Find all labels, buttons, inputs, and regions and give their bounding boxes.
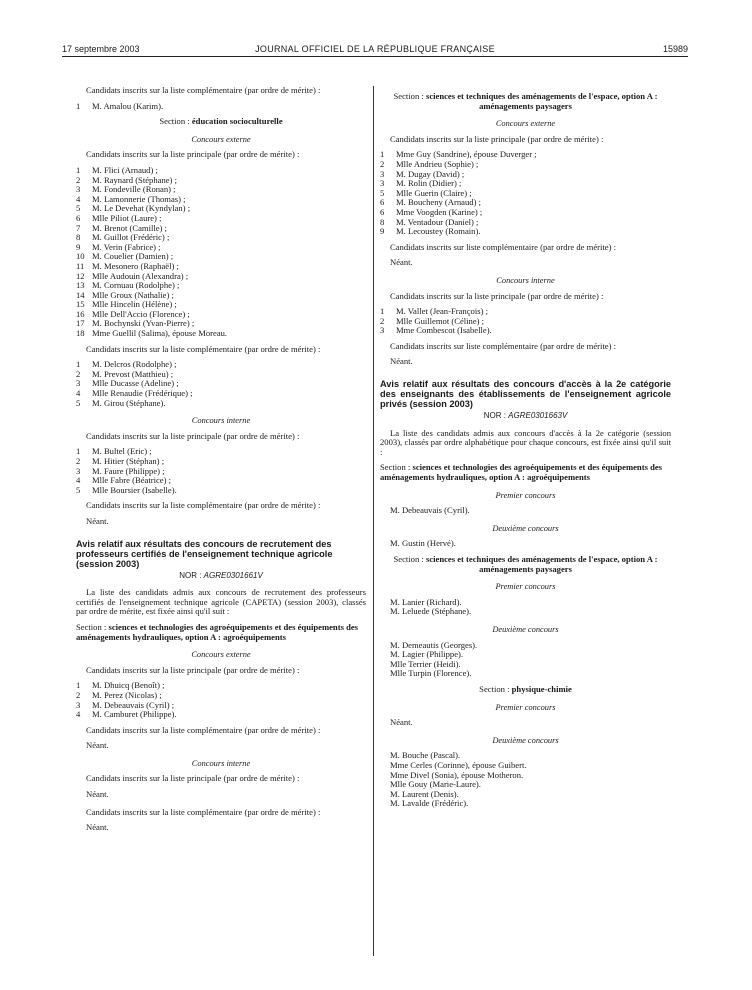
candidate-name: M. Verin (Fabrice) ; (92, 241, 161, 252)
candidate-name: Mme Guellil (Salima), épouse Moreau. (92, 328, 228, 339)
list-item (380, 326, 671, 336)
list-item (76, 102, 366, 112)
rank-number: 2 (76, 368, 81, 379)
rank-number: 3 (76, 184, 81, 195)
neant-text: Néant. (86, 515, 109, 526)
rank-number: 10 (76, 251, 85, 262)
neant-text-agro: Néant. (86, 740, 109, 751)
rank-number: 2 (76, 689, 81, 700)
rank-number: 11 (76, 260, 85, 271)
complementaire-label-pay-int: Candidats inscrits sur liste complémentaire (par ordre de mérite) : (390, 340, 616, 351)
neant-text-phys: Néant. (390, 717, 413, 728)
rank-number: 1 (380, 306, 385, 317)
pay-premier-list (380, 598, 671, 617)
concours-interne-heading: Concours interne (191, 416, 251, 426)
nor-reference: NOR : AGRE0301661V (179, 570, 263, 580)
rank-number: 4 (76, 388, 81, 399)
candidate-name: M. Cornuau (Rodolphe) ; (92, 280, 180, 291)
candidate-name: Mlle Gouy (Marie-Laure). (390, 779, 481, 790)
candidate-name: M. Faure (Philippe) ; (92, 465, 165, 476)
candidate-name: M. Lanier (Richard). (390, 596, 462, 607)
phys-deuxieme-list (380, 751, 671, 809)
candidate-name: Mlle Terrier (Heidi). (390, 658, 461, 669)
concours-externe-heading: Concours externe (191, 134, 251, 144)
candidate-name: Mme Cerles (Corinne), épouse Guibert. (390, 759, 527, 770)
candidate-name: Mlle Piliot (Laure) ; (92, 212, 162, 223)
rank-number: 17 (76, 318, 85, 329)
rank-number: 2 (380, 315, 385, 326)
rank-number: 2 (380, 158, 385, 169)
candidate-name: Mlle Ducasse (Adeline) ; (92, 378, 179, 389)
neant-text-agro-int: Néant. (86, 789, 109, 800)
pay-ext-principale-list (380, 150, 671, 236)
deuxieme-concours-heading-agro: Deuxième concours (492, 523, 559, 533)
candidate-name: M. Debeauvais (Cyril) ; (92, 699, 175, 710)
candidate-name: Mlle Dell'Accio (Florence) ; (92, 308, 190, 319)
concours-interne-heading-pay: Concours interne (496, 275, 555, 285)
candidate-name: Mlle Guillemot (Céline) ; (396, 315, 485, 326)
complementaire-label: Candidats inscrits sur la liste complémentaire (par ordre de mérite) : (86, 343, 321, 354)
candidate-name: M. Lamonnerie (Thomas) ; (92, 193, 186, 204)
rank-number: 13 (76, 280, 85, 291)
rank-number: 4 (76, 475, 81, 486)
rank-number: 1 (76, 359, 81, 370)
avis-body-capeta: La liste des candidats admis aux concours de recrutement des professeurs certifiés de l'enseignement technique agricole (CAPETA) (session 2003), classés par ordre de mérite, est fixée ainsi qu'il suit : (76, 587, 366, 617)
agro-ext-principale-list (76, 681, 366, 719)
candidate-name: M. Brenot (Camille) ; (92, 222, 167, 233)
candidate-name: Mlle Renaudie (Frédérique) ; (92, 388, 193, 399)
section-heading-physique: Section : physique-chimie (479, 683, 572, 694)
premier-concours-heading-phys: Premier concours (495, 702, 556, 712)
rank-number: 6 (76, 212, 81, 223)
candidate-name: M. Flici (Arnaud) ; (92, 164, 158, 175)
candidate-name: Mlle Groux (Nathalie) ; (92, 289, 174, 300)
candidate-name: M. Debeauvais (Cyril). (390, 505, 470, 516)
candidate-name: Mme Guy (Sandrine), épouse Duverger ; (396, 149, 537, 160)
candidate-name: M. Raynard (Stéphane) ; (92, 174, 177, 185)
candidate-name: M. Guillot (Frédéric) ; (92, 232, 170, 243)
principale-label-agro: Candidats inscrits sur la liste principale (par ordre de mérite) : (86, 664, 300, 675)
rank-number: 6 (380, 206, 385, 217)
agro-deuxieme-list (380, 539, 671, 549)
list-item (76, 710, 366, 720)
neant-text-pay: Néant. (390, 257, 413, 268)
section-heading-agro: Section : sciences et technologies des agroéquipements et des équipements des aménagements hydrauliques, option A : agroéquipements (76, 621, 359, 642)
right-column (380, 86, 671, 815)
candidate-name: M. Vallet (Jean-François) ; (396, 306, 488, 317)
pay-deuxieme-list (380, 641, 671, 679)
rank-number: 18 (76, 328, 85, 339)
concours-interne-heading-agro: Concours interne (191, 758, 251, 768)
section-heading-socio: Section : éducation socioculturelle (159, 116, 283, 127)
candidate-name: M. Ventadour (Daniel) ; (396, 216, 479, 227)
candidate-name: Mlle Andrieu (Sophie) ; (396, 158, 479, 169)
column-divider (373, 86, 374, 956)
candidate-name: M. Bouche (Pascal). (390, 750, 461, 761)
complementaire-label-pay: Candidats inscrits sur liste complémentaire (par ordre de mérite) : (390, 241, 616, 252)
candidate-name: M. Camburet (Philippe). (92, 709, 177, 720)
candidate-name: M. Lavalde (Frédéric). (390, 798, 469, 809)
header-page-number: 15989 (662, 44, 688, 54)
rank-number: 3 (380, 168, 385, 179)
principale-label-int: Candidats inscrits sur la liste principale (par ordre de mérite) : (86, 430, 300, 441)
candidate-name: M. Dhuicq (Benoît) ; (92, 680, 165, 691)
rank-number: 15 (76, 299, 85, 310)
concours-externe-heading-agro: Concours externe (191, 650, 251, 660)
premier-concours-heading-agro: Premier concours (495, 490, 556, 500)
list-item (76, 329, 366, 339)
rank-number: 1 (76, 164, 81, 175)
neant-text-agro-int2: Néant. (86, 822, 109, 833)
section-heading-paysage-prives: Section : sciences et techniques des aménagements de l'espace, option A : aménagements paysagers (393, 554, 658, 574)
candidate-name: Mlle Guerin (Claire) ; (396, 187, 472, 198)
socio-ext-principale-list (76, 166, 366, 339)
candidate-name: M. Fondeville (Ronan) ; (92, 184, 176, 195)
rank-number: 7 (76, 222, 81, 233)
rank-number: 16 (76, 308, 85, 319)
candidate-name: M. Prevost (Matthieu) ; (92, 368, 174, 379)
candidate-name: Mme Voogden (Karine) ; (396, 206, 483, 217)
candidate-name: M. Demeautis (Georges). (390, 639, 478, 650)
candidate-name: M. Le Devehat (Kyndylan) ; (92, 203, 191, 214)
compl-intro: Candidats inscrits sur la liste complémentaire (par ordre de mérite) : (86, 85, 321, 95)
rank-number: 9 (76, 241, 81, 252)
candidate-name: M. Leluede (Stéphane). (390, 606, 472, 617)
agro-premier-list (380, 506, 671, 516)
socio-ext-compl-list (76, 360, 366, 408)
complementaire-label-agro-int: Candidats inscrits sur la liste complémentaire (par ordre de mérite) : (86, 806, 321, 817)
candidate-name: M. Laurent (Denis). (390, 788, 459, 799)
principale-label-pay-int: Candidats inscrits sur la liste principale (par ordre de mérite) : (390, 290, 604, 301)
candidate-name: M. Lecoustey (Romain). (396, 226, 481, 237)
rank-number: 1 (380, 149, 385, 160)
candidate-name: M. Couelier (Damien) ; (92, 251, 174, 262)
rank-number: 1 (76, 446, 81, 457)
header-date: 17 septembre 2003 (62, 44, 140, 54)
neant-text-pay-int: Néant. (390, 356, 413, 367)
list-item (380, 227, 671, 237)
rank-number: 2 (76, 174, 81, 185)
rank-number: 5 (76, 484, 81, 495)
rank-number: 3 (380, 178, 385, 189)
avis-title-prives: Avis relatif aux résultats des concours d'accès à la 2e catégorie des enseignants des établissements de l'enseignement agricole privés (session 2003) (380, 379, 671, 410)
deuxieme-concours-heading-pay: Deuxième concours (492, 624, 559, 634)
candidate-name: Mlle Fabre (Béatrice) ; (92, 475, 171, 486)
principale-label-pay: Candidats inscrits sur la liste principale (par ordre de mérite) : (390, 133, 604, 144)
header-journal-title: JOURNAL OFFICIEL DE LA RÉPUBLIQUE FRANÇAISE (255, 44, 495, 54)
candidate-name: M. Delcros (Rodolphe) ; (92, 359, 177, 370)
candidate-name: M. Gustin (Hervé). (390, 538, 456, 549)
rank-number: 5 (76, 397, 81, 408)
candidate-name: M. Bultel (Eric) ; (92, 446, 152, 457)
rank-number: 3 (380, 325, 385, 336)
candidate-name: M. Bochynski (Yvan-Pierre) ; (92, 318, 195, 329)
concours-externe-heading-pay: Concours externe (495, 119, 556, 129)
deuxieme-concours-heading-phys: Deuxième concours (492, 735, 559, 745)
list-item (76, 399, 366, 409)
candidate-name: Mlle Audouin (Alexandra) ; (92, 270, 189, 281)
candidate-name: M. Perez (Nicolas) ; (92, 689, 162, 700)
candidate-name: M. Amalou (Karim). (92, 100, 164, 111)
socio-int-principale-list (76, 447, 366, 495)
premier-concours-heading-pay: Premier concours (495, 582, 556, 592)
candidate-name: Mlle Hincelin (Hélène) ; (92, 299, 177, 310)
rank-number: 4 (76, 193, 81, 204)
rank-number: 14 (76, 289, 85, 300)
list-item (76, 486, 366, 496)
candidate-name: M. Hitier (Stéphan) ; (92, 456, 165, 466)
candidate-name: M. Rolin (Didier) ; (396, 178, 462, 189)
rank-number: 5 (76, 203, 81, 214)
complementaire-label-agro: Candidats inscrits sur la liste complémentaire (par ordre de mérite) : (86, 724, 321, 735)
rank-number: 8 (76, 232, 81, 243)
candidate-name: M. Boucheny (Arnaud) ; (396, 197, 481, 208)
rank-number: 1 (76, 680, 81, 691)
complementaire-label-int: Candidats inscrits sur la liste complémentaire (par ordre de mérite) : (86, 500, 321, 511)
rank-number: 3 (76, 699, 81, 710)
compl-list (76, 102, 366, 112)
rank-number: 12 (76, 270, 85, 281)
rank-number: 9 (380, 226, 385, 237)
left-column (76, 86, 366, 841)
rank-number: 5 (380, 187, 385, 198)
candidate-name: M. Mesonero (Raphaël) ; (92, 260, 179, 271)
candidate-name: Mlle Turpin (Florence). (390, 668, 472, 679)
candidate-name: M. Girou (Stéphane). (92, 397, 166, 408)
principale-label-agro-int: Candidats inscrits sur la liste principale (par ordre de mérite) : (86, 773, 300, 784)
rank-number: 2 (76, 456, 81, 466)
rank-number: 6 (380, 197, 385, 208)
principale-label: Candidats inscrits sur la liste principale (par ordre de mérite) : (86, 149, 300, 160)
rank-number: 4 (76, 709, 81, 720)
section-heading-agro-prives: Section : sciences et technologies des agroéquipements et des équipements des aménagements hydrauliques, option A : agroéquipements (380, 462, 663, 483)
rank-number: 3 (76, 465, 81, 476)
candidate-name: Mme Divel (Sonia), épouse Motheron. (390, 769, 524, 780)
candidate-name: M. Dugay (David) ; (396, 168, 465, 179)
nor-reference-prives: NOR : AGRE0301663V (483, 411, 568, 421)
page-header (62, 44, 688, 57)
candidate-name: M. Lagier (Philippe). (390, 649, 464, 660)
section-heading-paysage: Section : sciences et techniques des aménagements de l'espace, option A : aménagements paysagers (393, 91, 658, 111)
candidate-name: Mme Combescot (Isabelle). (396, 325, 492, 336)
rank-number: 3 (76, 378, 81, 389)
avis-title-capeta: Avis relatif aux résultats des concours de recrutement des professeurs certifiés de l'enseignement technique agricole (session 2003) (76, 538, 333, 569)
avis-body-prives: La liste des candidats admis aux concours d'accès à la 2e catégorie (session 2003), classés par ordre alphabétique pour chaque concours, est fixée ainsi qu'il suit : (380, 427, 671, 457)
rank-number: 8 (380, 216, 385, 227)
candidate-name: Mlle Boursier (Isabelle). (92, 484, 177, 495)
rank-number: 1 (76, 100, 81, 111)
pay-int-principale-list (380, 307, 671, 336)
